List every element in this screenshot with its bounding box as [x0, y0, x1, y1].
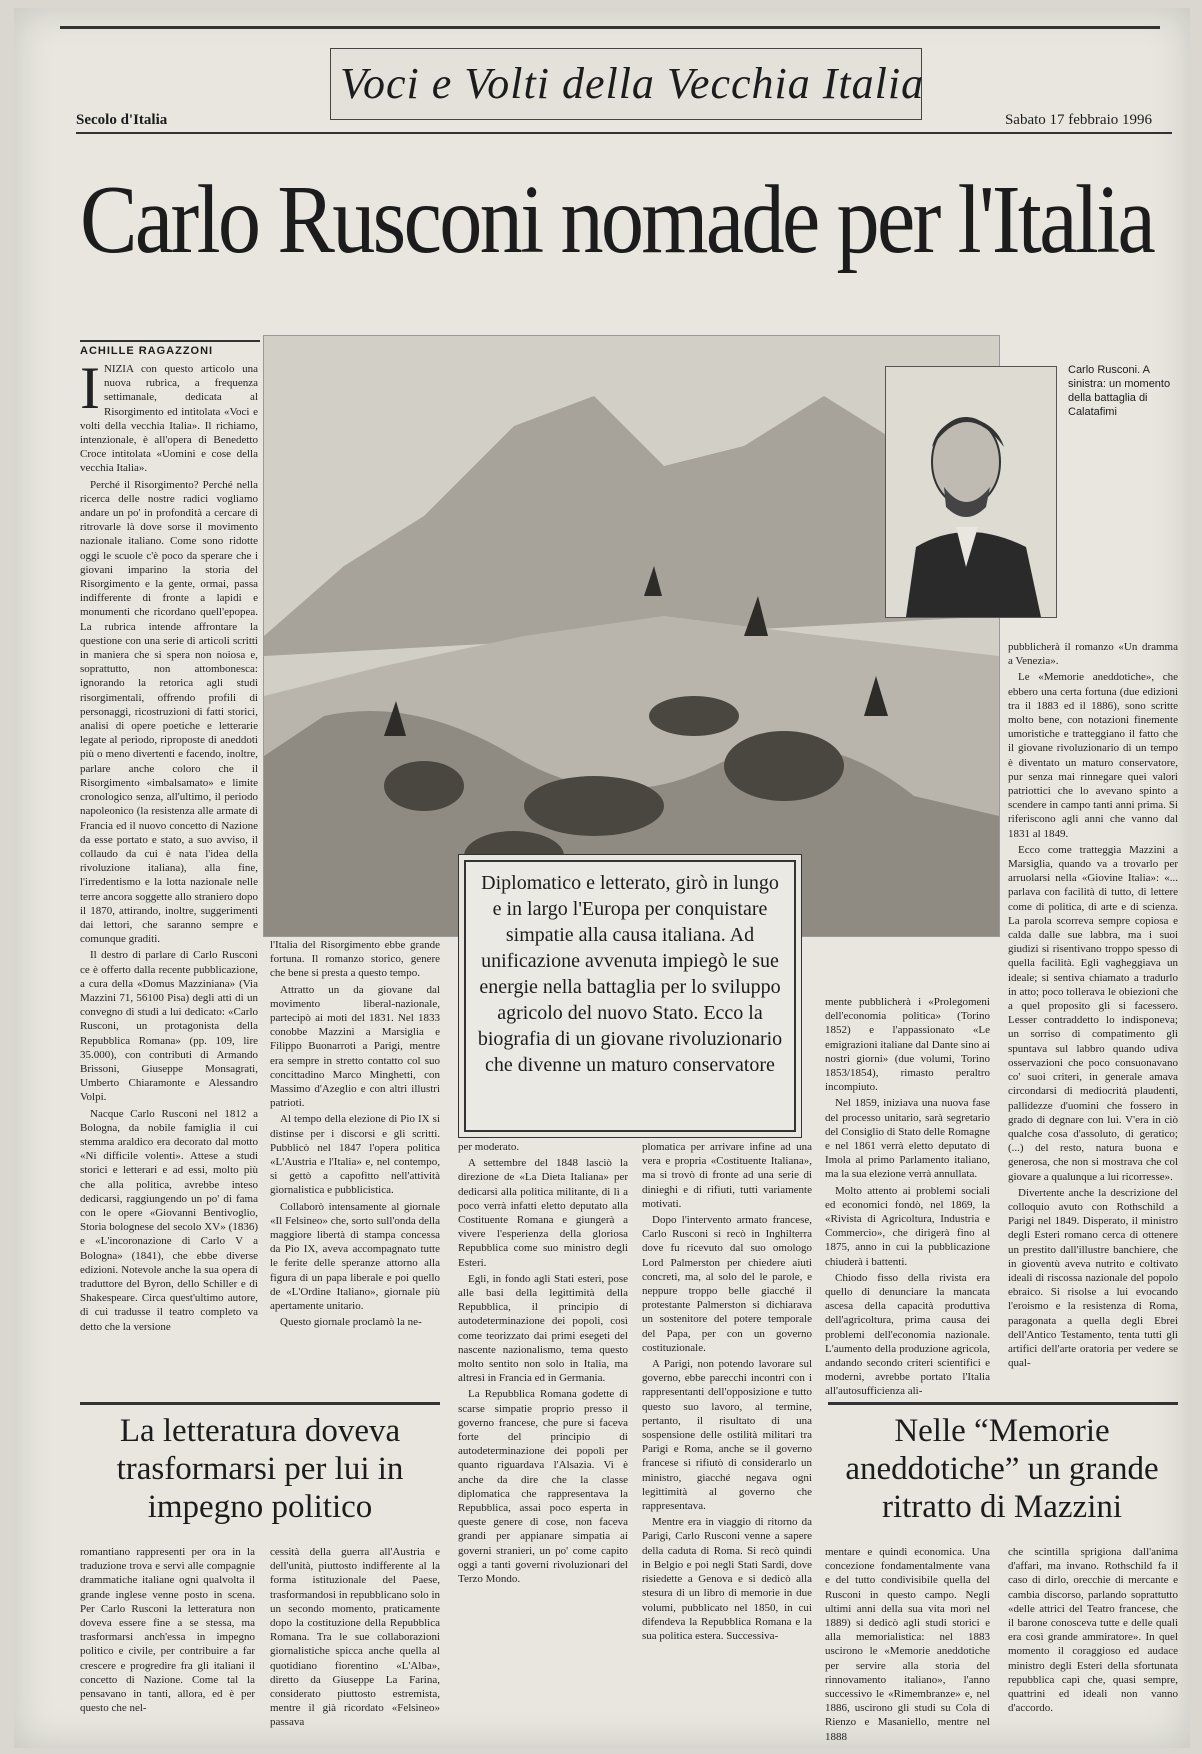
subhead-right: Nelle “Memorie aneddotiche” un grande ritratto di Mazzini	[845, 1413, 1159, 1525]
paragraph: Egli, in fondo agli Stati esteri, pose alle basi della legittimità della Repubblica, il principio di autodeterminazione dei popoli, così come teorizzato dai primi esegeti del nascente nazionalismo, tema questo molto sentito non solo in Italia, ma altresì in Francia ed in Germania.	[458, 1272, 628, 1385]
paragraph: Divertente anche la descrizione del colloquio avuto con Rothschild a Parigi nel 1849. Disperato, il ministro degli Esteri romano cerca di ottenere un prestito dall'illustre banchiere, che in gioventù aveva nutrito e coltivato ideali di riscossa nazionale del popolo ebraico. Si risolse a lui evocando l'eroismo e la resistenza di Roma, paragonata a quella degli Ebrei dell'Antico Testamento, tenta tutti gli artifici dell'arte oratoria per vedere se qual-	[1008, 1186, 1178, 1370]
paragraph: pubblicherà il romanzo «Un dramma a Venezia».	[1008, 641, 1178, 668]
bottom-column-2	[270, 1545, 440, 1735]
article-column-5	[825, 995, 990, 1398]
bottom-column-3-4-filler	[458, 1615, 812, 1735]
paragraph: mente pubblicherà i «Prolegomeni dell'economia politica» (Torino 1852) e l'appassionato «Le emigrazioni italiane dal Dante sino ai nostri giorni» (due volumi, Torino 1853/1854), rimasto peraltro incompiuto.	[825, 996, 990, 1094]
issue-date: Sabato 17 febbraio 1996	[1004, 112, 1152, 128]
dropcap: I	[80, 355, 100, 421]
paragraph: plomatica per arrivare infine ad una vera e propria «Costituente Italiana», ma si trovò di fronte ad una serie di dinieghi e di rifiuti, tutti variamente motivati.	[642, 1141, 812, 1210]
paragraph: Le «Memorie aneddotiche», che ebbero una certa fortuna (due edizioni tra il 1883 ed il 1886), sono scritte molto bene, con notazioni finemente umoristiche e tratteggiano il fatto che il giovane rivoluzionario di un tempo è diventato un maturo conservatore, pur senza mai rinnegare quei valori patriottici che lo avevano spinto a scendere in campo tanti anni prima. Si riferiscono agli anni che vanno dal 1831 al 1849.	[1008, 671, 1178, 840]
photo-caption: Carlo Rusconi. A sinistra: un momento della battaglia di Calatafimi	[1068, 364, 1171, 418]
headline: Carlo Rusconi nomade per l'Italia	[80, 166, 1154, 274]
subhead-left: La letteratura doveva trasformarsi per lui in impegno politico	[116, 1413, 404, 1525]
paragraph: Perché il Risorgimento? Perché nella ricerca delle nostre radici vogliamo andare un po' in profondità a cercare di ritrovarle là dove sorse il movimento nazionale italiano. Come sono ridotte oggi le scuole c'è poco da sperare che i giovani imparino la storia del Risorgimento e la gente, ormai, passa indifferente di fronte a lapidi e monumenti che ricordano quell'epopea. La rubrica intende affrontare la questione con una serie di articoli scritti in maniera che si spera non noiosa e, soprattutto, non attombonesca: ignorando la retorica agli studi risorgimentali, offrendo profili di personaggi, ricostruzioni di fatti storici, analisi di opere poetiche e letterarie legate al periodo, riproposte di aneddoti più o meno divertenti e facendo, inoltre, parlare anche coloro che il Risorgimento «imbalsamato» e limite cronologico senza, all'ultimo, il periodo napoleonico (la resistenza alle armate di Francia ed il nuovo concetto di Nazione da esse portato e stato, a suo avviso, il collaudo da cui è nata l'idea della rivoluzione italiana), alla fine, l'irredentismo e la lotta nazionale nelle terre ancora soggette allo straniero dopo il 1870, attirando, inoltre, suggerimenti dai lettori, che saranno sempre e comunque graditi.	[80, 478, 258, 946]
paragraph: A Parigi, non potendo lavorare sul governo, ebbe parecchi incontri con i rappresentanti dell'opposizione e tutto questo suo lavoro, al termine, pertanto, il risultato di una sospensione delle ostilità militari tra Parigi e Roma, anche se il governo francese si rifiutò di considerarlo un ministro, giacché negava ogni legittimità al governo che rappresentava.	[642, 1358, 812, 1513]
subhead-rule-right	[828, 1402, 1178, 1405]
author-byline: ACHILLE RAGAZZONI	[80, 340, 260, 357]
pull-quote: Diplomatico e letterato, girò in lungo e in largo l'Europa per conquistare simpatie alla causa italiana. Ad unificazione avvenuta impiegò le sue energie nella battaglia per lo sviluppo agricolo del nuovo Stato. Ecco la biografia di un giovane rivoluzionario che divenne un maturo conservatore	[464, 860, 796, 1132]
paragraph: Al tempo della elezione di Pio IX si distinse per i discorsi e gli scritti. Pubblicò nel 1847 l'opera politica «L'Austria e l'Italia» e, nel contempo, si gettò a capofitto nell'attività giornalistica e pubblicistica.	[270, 1113, 440, 1197]
article-column-4	[642, 1140, 812, 1642]
header-rule	[76, 132, 1172, 134]
paragraph: per moderato.	[458, 1141, 520, 1153]
paragraph: Chiodo fisso della rivista era quello di denunciare la mancata ascesa della capacità produttiva dell'agricoltura, prima causa dei problemi dell'economia nazionale. L'aumento della produzione agricola, andando secondo criteri scientifici e moderni, avrebbe portato l'Italia all'autosufficienza ali-	[825, 1271, 990, 1398]
paragraph: Nacque Carlo Rusconi nel 1812 a Bologna, da nobile famiglia il cui stemma araldico era decorato dal motto «Ni difficile volenti». Attese a studi storici e letterari e ad essi, molto più che alla politica, avrebbe inteso dedicarsi, raggiungendo un po' di fama con le opere «Giovanni Bentivoglio, Storia bolognese del secolo XV» (1836) e «L'incoronazione di Carlo V a Bologna» (1841), che ebbe diverse edizioni. Notevole anche la sua opera di traduttore del Byron, dello Schiller e di Shakespeare. Circa quest'ultimo autore, di cui tradusse il teatro completo va detto che la versione	[80, 1107, 258, 1333]
paragraph: Dopo l'intervento armato francese, Carlo Rusconi si recò in Inghilterra dove fu ricevuto dal suo omologo Lord Palmerston per chiedere aiuti concreti, ma, al solo del le parole, e neppure troppo belle giacché il protestante Palmerston si dichiarava un sostenitore del potere temporale del Papa, per con un governo costituzionale.	[642, 1214, 812, 1354]
top-rule	[60, 26, 1160, 29]
paragraph: cessità della guerra all'Austria e dell'unità, piuttosto indifferente al la forma istituzionale del Paese, trasformandosi in repubblicano solo in un secondo momento, praticamente dopo la costituzione della Repubblica Romana. Tra le sue collaborazioni giornalistiche spicca anche quella al quotidiano fiorentino «L'Alba», diretto da Giuseppe La Farina, considerato piuttosto estremista, mentre il già ricordato «Felsineo» passava	[270, 1546, 440, 1729]
bottom-column-1	[80, 1545, 255, 1735]
paragraph: Attratto un da giovane dal movimento liberal-nazionale, partecipò ai moti del 1831. Nel 1833 conobbe Mazzini a Marsiglia e Filippo Buonarroti a Parigi, mentre era sempre in stretto contatto col suo concittadino Marco Minghetti, con Massimo d'Azeglio e con altri illustri patrioti.	[270, 983, 440, 1110]
article-column-2	[270, 938, 440, 1390]
section-title: Voci e Volti della Vecchia Italia	[340, 59, 925, 108]
paragraph: che scintilla sprigiona dall'anima d'affari, ma invano. Rothschild fa il caso di dirlo, orecchie di mercante e cambia discorso, parlando soprattutto «delle attrici del Teatro francese, che il barone conosceva tutte e delle quali era così grande ammiratore». In quel momento il coraggioso ed audace ministro degli Esteri della sfortunata repubblica capì che, quasi sempre, quattrini ed ideali non vanno d'accordo.	[1008, 1546, 1178, 1715]
paragraph: l'Italia del Risorgimento ebbe grande fortuna. Il romanzo storico, genere che bene si presta a questo tempo.	[270, 939, 440, 980]
paragraph: Questo giornale proclamò la ne-	[280, 1316, 422, 1329]
paragraph: Nel 1859, iniziava una nuova fase del processo unitario, sarà segretario del Consiglio di Stato delle Romagne e nel 1861 verrà eletto deputato di Imola al primo Parlamento italiano, ma la sua elezione verrà annullata.	[825, 1097, 990, 1181]
paragraph: A settembre del 1848 lasciò la direzione de «La Dieta Italiana» per dedicarsi alla politica militante, di lì a poco verrà infatti eletto deputato alla Costituente Romana e giungerà a vivere l'esperienza della gloriosa Repubblica come suo ministro degli Esteri.	[458, 1157, 628, 1269]
bottom-column-3	[825, 1545, 990, 1743]
paragraph: Mentre era in viaggio di ritorno da Parigi, Carlo Rusconi venne a sapere della caduta di Roma. Si recò quindi in Belgio e poi negli Stati Sardi, dove risiedette a Genova e si dedicò alla stesura di un libro di memorie in due volumi, pubblicato nel 1850, in cui difendeva la Repubblica Romana e la sua politica estera. Successiva-	[642, 1516, 812, 1642]
paragraph: Collaborò intensamente al giornale «Il Felsineo» che, sorto sull'onda della maggiore libertà di stampa concessa da Pio IX, aveva accompagnato tutte le ferite delle speranze attorno alla figura di un papa liberale e poi quello de «L'Ordine Italiano», giornale più apertamente unitario.	[270, 1200, 440, 1313]
paragraph: NIZIA con questo articolo una nuova rubrica, a frequenza settimanale, dedicata al Risorgimento ed intitolata «Voci e volti della vecchia Italia». Il richiamo, intenzionale, è all'opera di Benedetto Croce intitolata «Uomini e cose della vecchia Italia».	[80, 363, 258, 475]
subhead-rule-left	[80, 1402, 440, 1405]
article-column-3	[458, 1140, 628, 1610]
portrait-image	[886, 367, 1056, 617]
bottom-column-4	[1008, 1545, 1178, 1735]
paragraph: mentare e quindi economica. Una concezione fondamentalmente vana e del tutto condivisibile quella del Rusconi in questo campo. Negli ultimi anni della sua vita morì nel 1889) si dedicò agli studi storici e alla memorialistica: nel 1883 uscirono le «Memorie aneddotiche per servire alla storia del rinnovamento italiano», l'anno successivo le «Rimembranze» e, nel 1886, uscirono gli studi su Cola di Rienzo e Masaniello, mentre nel 1888	[825, 1546, 990, 1743]
paragraph: Ecco come tratteggia Mazzini a Marsiglia, quando va a trovarlo per arruolarsi nella «Giovine Italia»: «... parlava con facilità di tutto, di lettere come di politica, di arte e di scienza. La parola scorreva sempre copiosa e calda dalle sue labbra, ma i suoi giudizi si risentivano troppo spesso di quella facilità. Egli vagheggiava un ideale; si sentiva chiamato a tradurlo in atto; poco tollerava le obiezioni che a quel proposito gli si facessero. Lesser contraddetto lo indisponeva; un sorriso di compatimento gli spuntava sul labbro quando udiva osservazioni che poco consuonavano co' suoi criteri, in generale amava circondarsi di mediocrità plaudenti, pallidezze d'uomini che fossero in grado di degnare con lui. V'era in ciò qualche cosa d'assoluto, di geratico; (...) del resto, natura buona e generosa, che non si mostrava che col giovare a qualunque a lui ricorresse».	[1008, 843, 1178, 1183]
paragraph: romantiano rappresenti per ora in la traduzione trova e servì alle compagnie drammatiche italiane ogni qualvolta il grande inglese venne posto in scena. Per Carlo Rusconi la letteratura non doveva essere fine a se stessa, ma trasformarsi anch'essa in impegno politico e civile, per contribuire a far crescere e progredire fra gli italiani il concetto di Nazione. Come tal la pensavano in tanti, allora, ed è per questo che nel-	[80, 1546, 255, 1715]
paragraph: Il destro di parlare di Carlo Rusconi ce è offerto dalla recente pubblicazione, a cura della «Domus Mazziniana» (Via Mazzini 71, 56100 Pisa) degli atti di un convegno di studi a lui dedicato: «Carlo Rusconi, un protagonista della Repubblica Romana» (pp. 109, lire 35.000), con contributi di Armando Brissoni, Giuseppe Monsagrati, Umberto Chiaramonte e Alessandro Volpi.	[80, 949, 258, 1104]
article-column-6	[1008, 640, 1178, 1395]
paragraph: La Repubblica Romana godette di scarse simpatie proprio presso il governo francese, che pure si faceva forte del principio di autodeterminazione dei popoli per quanto riguardava l'Alsazia. Vi è anche da dire che la classe diplomatica che rappresentava la Repubblica, assai poco esperta in queste genere di cose, non faceva grandi per appianare simpatia ai governi stranieri, un po' come capito oggi a tanti governi rivoluzionari del Terzo Mondo.	[458, 1388, 628, 1586]
portrait-carlo-rusconi	[885, 366, 1057, 618]
paragraph: Molto attento ai problemi sociali ed economici fondò, nel 1869, la «Rivista di Agricoltura, Industria e Commercio», che dirigerà fino al 1875, anno in cui la pubblicazione chiuderà i battenti.	[825, 1184, 990, 1268]
article-column-1	[80, 355, 258, 1392]
paper-name: Secolo d'Italia	[76, 112, 168, 128]
